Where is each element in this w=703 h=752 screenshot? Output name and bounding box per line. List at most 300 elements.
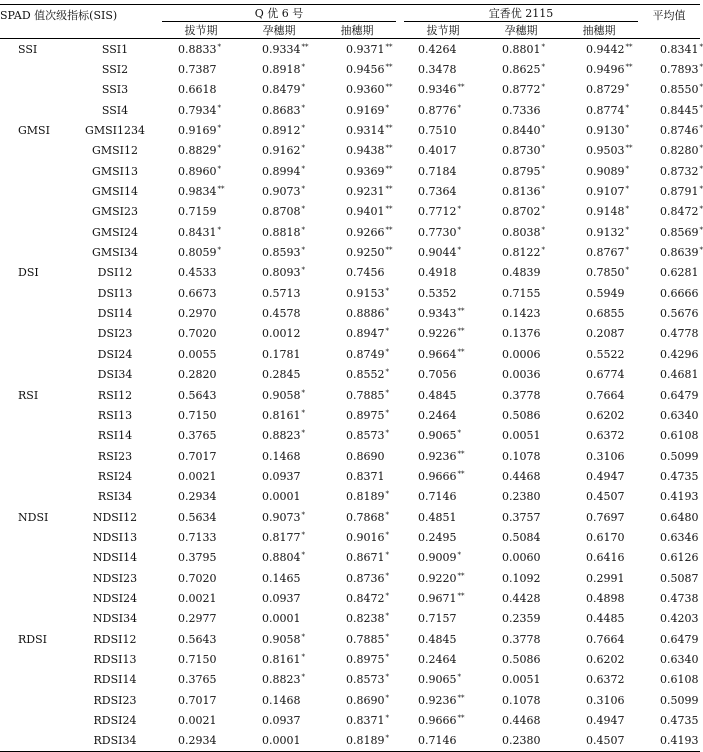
value-cell [560, 466, 638, 486]
table-row [0, 466, 700, 486]
significance-mark: ** [386, 246, 393, 254]
value-text: 0.5634 [178, 511, 217, 524]
index-cell: RDSI13 [62, 649, 162, 669]
table-row [0, 527, 700, 547]
index-cell: RSI14 [62, 426, 162, 446]
value-cell [404, 426, 482, 446]
value-text: 0.9664 [418, 348, 457, 361]
significance-mark: * [626, 246, 630, 254]
significance-mark: * [458, 673, 462, 681]
value-cell [482, 222, 560, 242]
significance-mark: * [386, 348, 390, 356]
significance-mark: * [302, 185, 306, 193]
average-cell [638, 405, 700, 425]
significance-mark: * [542, 205, 546, 213]
value-cell [482, 670, 560, 690]
value-text: 0.8690 [346, 694, 385, 707]
category-cell [0, 649, 62, 669]
table-row [0, 588, 700, 608]
significance-mark: * [386, 694, 390, 702]
significance-mark: ** [386, 226, 393, 234]
value-text: 0.4778 [660, 327, 699, 340]
value-cell [240, 588, 318, 608]
value-cell [404, 181, 482, 201]
average-cell [638, 242, 700, 262]
value-text: 0.8746 [660, 124, 699, 137]
value-cell [162, 670, 240, 690]
value-text: 0.8625 [502, 63, 541, 76]
value-cell [560, 507, 638, 527]
category-cell [0, 487, 62, 507]
significance-mark: * [302, 429, 306, 437]
header-average: 平均值 [638, 5, 700, 39]
significance-mark: * [218, 124, 222, 132]
value-text: 0.6855 [586, 307, 625, 320]
value-cell [404, 222, 482, 242]
value-cell [482, 80, 560, 100]
value-cell [404, 39, 482, 60]
stage-jointing-1: 拔节期 [162, 22, 240, 39]
average-cell [638, 222, 700, 242]
stage-booting-1: 孕穗期 [240, 22, 318, 39]
value-text: 0.4485 [586, 612, 625, 625]
value-cell [404, 59, 482, 79]
value-cell [240, 629, 318, 649]
value-cell [482, 609, 560, 629]
significance-mark: * [302, 205, 306, 213]
significance-mark: * [542, 43, 546, 51]
value-cell [318, 487, 396, 507]
value-text: 0.6108 [660, 673, 699, 686]
value-cell [482, 548, 560, 568]
value-text: 0.8823 [262, 429, 301, 442]
value-cell [560, 303, 638, 323]
value-text: 0.8445 [660, 104, 699, 117]
spad-sis-table [0, 4, 700, 752]
category-cell: DSI [0, 263, 62, 283]
value-text: 0.8994 [262, 165, 301, 178]
value-text: 0.6170 [586, 531, 625, 544]
value-text: 0.4468 [502, 470, 541, 483]
significance-mark: ** [458, 572, 465, 580]
value-text: 0.4203 [660, 612, 699, 625]
significance-mark: ** [386, 124, 393, 132]
value-text: 0.3778 [502, 633, 541, 646]
value-text: 0.6774 [586, 368, 625, 381]
value-cell [560, 487, 638, 507]
value-cell [482, 405, 560, 425]
value-cell [482, 324, 560, 344]
category-cell [0, 303, 62, 323]
significance-mark: * [386, 368, 390, 376]
value-text: 0.9107 [586, 185, 625, 198]
value-cell [560, 365, 638, 385]
value-cell [240, 263, 318, 283]
value-cell [482, 629, 560, 649]
value-cell [482, 141, 560, 161]
value-text: 0.8472 [346, 592, 385, 605]
value-text: 0.8671 [346, 551, 385, 564]
value-cell [560, 426, 638, 446]
significance-mark: * [218, 144, 222, 152]
index-cell: GMSI23 [62, 202, 162, 222]
category-cell [0, 202, 62, 222]
value-cell [482, 527, 560, 547]
category-cell [0, 527, 62, 547]
value-cell [482, 446, 560, 466]
value-cell [482, 690, 560, 710]
value-cell [240, 710, 318, 730]
value-text: 0.3106 [586, 694, 625, 707]
value-text: 0.9834 [178, 185, 217, 198]
average-cell [638, 324, 700, 344]
significance-mark: * [542, 165, 546, 173]
value-cell [404, 487, 482, 507]
value-text: 0.0036 [502, 368, 541, 381]
value-cell [162, 690, 240, 710]
value-text: 0.9132 [586, 226, 625, 239]
index-cell: RDSI14 [62, 670, 162, 690]
index-cell: DSI14 [62, 303, 162, 323]
significance-mark: ** [386, 63, 393, 71]
value-text: 0.4017 [418, 144, 457, 157]
value-cell [482, 283, 560, 303]
value-cell [482, 487, 560, 507]
value-cell [318, 202, 396, 222]
value-text: 0.0001 [262, 490, 301, 503]
average-cell [638, 629, 700, 649]
significance-mark: * [302, 531, 306, 539]
value-text: 0.0937 [262, 714, 301, 727]
average-cell [638, 161, 700, 181]
table-row [0, 405, 700, 425]
index-cell: GMSI1234 [62, 120, 162, 140]
value-text: 0.2464 [418, 653, 457, 666]
index-cell: NDSI14 [62, 548, 162, 568]
value-cell [482, 100, 560, 120]
significance-mark: ** [302, 43, 309, 51]
value-text: 0.8479 [262, 83, 301, 96]
table-row [0, 303, 700, 323]
value-cell [318, 710, 396, 730]
value-cell [482, 59, 560, 79]
value-text: 0.2934 [178, 734, 217, 747]
value-text: 0.6340 [660, 653, 699, 666]
value-cell [240, 222, 318, 242]
table-row [0, 507, 700, 527]
value-cell [162, 588, 240, 608]
index-cell: RDSI24 [62, 710, 162, 730]
value-cell [482, 649, 560, 669]
category-cell [0, 609, 62, 629]
table-row [0, 629, 700, 649]
significance-mark: ** [458, 450, 465, 458]
value-cell [240, 344, 318, 364]
value-text: 0.1468 [262, 450, 301, 463]
value-text: 0.7017 [178, 450, 217, 463]
significance-mark: * [700, 104, 703, 112]
value-cell [560, 324, 638, 344]
category-cell [0, 426, 62, 446]
value-cell [240, 466, 318, 486]
value-text: 0.6480 [660, 511, 699, 524]
value-text: 0.3795 [178, 551, 217, 564]
value-cell [240, 649, 318, 669]
value-text: 0.1078 [502, 694, 541, 707]
value-cell [162, 100, 240, 120]
value-text: 0.8804 [262, 551, 301, 564]
value-cell [162, 426, 240, 446]
significance-mark: * [542, 185, 546, 193]
value-cell [482, 731, 560, 752]
value-cell [318, 303, 396, 323]
value-text: 0.9346 [418, 83, 457, 96]
significance-mark: * [302, 389, 306, 397]
significance-mark: * [386, 572, 390, 580]
value-cell [482, 385, 560, 405]
value-text: 0.8708 [262, 205, 301, 218]
value-text: 0.7934 [178, 104, 217, 117]
value-text: 0.9169 [178, 124, 217, 137]
value-text: 0.1376 [502, 327, 541, 340]
category-cell [0, 283, 62, 303]
category-cell: RSI [0, 385, 62, 405]
value-text: 0.8189 [346, 490, 385, 503]
value-cell [162, 242, 240, 262]
value-text: 0.4947 [586, 714, 625, 727]
table-row [0, 385, 700, 405]
value-cell [560, 710, 638, 730]
value-cell [162, 609, 240, 629]
value-cell [240, 365, 318, 385]
value-text: 0.5084 [502, 531, 541, 544]
significance-mark: ** [626, 43, 633, 51]
value-text: 0.9089 [586, 165, 625, 178]
category-cell [0, 324, 62, 344]
stage-jointing-2: 拔节期 [404, 22, 482, 39]
value-text: 0.9369 [346, 165, 385, 178]
significance-mark: * [458, 104, 462, 112]
value-text: 0.4468 [502, 714, 541, 727]
value-cell [240, 324, 318, 344]
value-cell [162, 80, 240, 100]
table-row [0, 283, 700, 303]
value-cell [162, 487, 240, 507]
table-row [0, 161, 700, 181]
value-text: 0.9226 [418, 327, 457, 340]
value-cell [162, 39, 240, 60]
value-cell [240, 59, 318, 79]
value-cell [318, 283, 396, 303]
value-cell [240, 527, 318, 547]
value-text: 0.0001 [262, 612, 301, 625]
value-cell [318, 670, 396, 690]
value-text: 0.5643 [178, 389, 217, 402]
value-cell [240, 181, 318, 201]
value-cell [560, 405, 638, 425]
category-cell [0, 588, 62, 608]
value-cell [404, 690, 482, 710]
value-cell [240, 405, 318, 425]
category-cell [0, 710, 62, 730]
value-text: 0.8683 [262, 104, 301, 117]
index-cell: RSI34 [62, 487, 162, 507]
value-cell [404, 670, 482, 690]
value-text: 0.8912 [262, 124, 301, 137]
significance-mark: * [700, 124, 703, 132]
value-text: 0.8702 [502, 205, 541, 218]
value-cell [162, 385, 240, 405]
category-cell: NDSI [0, 507, 62, 527]
value-text: 0.6618 [178, 83, 217, 96]
category-cell [0, 181, 62, 201]
value-text: 0.2087 [586, 327, 625, 340]
value-text: 0.8833 [178, 43, 217, 56]
value-text: 0.6479 [660, 389, 699, 402]
value-cell [560, 80, 638, 100]
value-text: 0.7159 [178, 205, 217, 218]
index-cell: SSI4 [62, 100, 162, 120]
value-text: 0.2380 [502, 734, 541, 747]
value-text: 0.7056 [418, 368, 457, 381]
significance-mark: * [626, 266, 630, 274]
value-cell [162, 548, 240, 568]
value-cell [482, 120, 560, 140]
average-cell [638, 690, 700, 710]
value-text: 0.8038 [502, 226, 541, 239]
value-cell [482, 303, 560, 323]
table-row [0, 670, 700, 690]
index-cell: GMSI13 [62, 161, 162, 181]
value-cell [318, 100, 396, 120]
table-row [0, 324, 700, 344]
value-cell [318, 405, 396, 425]
header-group-yxy2115: 宜香优 2115 [404, 5, 638, 22]
value-cell [318, 588, 396, 608]
value-text: 0.8569 [660, 226, 699, 239]
significance-mark: * [386, 531, 390, 539]
value-cell [318, 161, 396, 181]
average-cell [638, 385, 700, 405]
value-cell [318, 731, 396, 752]
significance-mark: * [626, 104, 630, 112]
value-text: 0.8440 [502, 124, 541, 137]
value-text: 0.7664 [586, 633, 625, 646]
significance-mark: * [386, 653, 390, 661]
average-cell [638, 141, 700, 161]
value-cell [162, 283, 240, 303]
value-text: 0.7146 [418, 490, 457, 503]
value-cell [240, 39, 318, 60]
value-text: 0.6108 [660, 429, 699, 442]
significance-mark: * [626, 165, 630, 173]
value-text: 0.8791 [660, 185, 699, 198]
average-cell [638, 39, 700, 60]
value-cell [404, 466, 482, 486]
value-text: 0.2934 [178, 490, 217, 503]
category-cell [0, 731, 62, 752]
index-cell: GMSI24 [62, 222, 162, 242]
value-text: 0.4947 [586, 470, 625, 483]
value-cell [560, 39, 638, 60]
category-cell [0, 405, 62, 425]
value-cell [560, 283, 638, 303]
value-cell [240, 161, 318, 181]
value-text: 0.6479 [660, 633, 699, 646]
value-text: 0.7893 [660, 63, 699, 76]
value-text: 0.6340 [660, 409, 699, 422]
value-text: 0.4193 [660, 734, 699, 747]
value-text: 0.5099 [660, 450, 699, 463]
value-cell [560, 222, 638, 242]
value-text: 0.2991 [586, 572, 625, 585]
significance-mark: ** [458, 714, 465, 722]
significance-mark: * [386, 673, 390, 681]
value-text: 0.4193 [660, 490, 699, 503]
average-cell [638, 181, 700, 201]
value-text: 0.8818 [262, 226, 301, 239]
value-cell [162, 649, 240, 669]
index-cell: SSI3 [62, 80, 162, 100]
category-cell [0, 690, 62, 710]
value-text: 0.4681 [660, 368, 699, 381]
value-text: 0.8886 [346, 307, 385, 320]
value-text: 0.9065 [418, 429, 457, 442]
value-text: 0.8059 [178, 246, 217, 259]
average-cell [638, 303, 700, 323]
value-cell [560, 242, 638, 262]
value-text: 0.8795 [502, 165, 541, 178]
table-row [0, 242, 700, 262]
value-text: 0.8767 [586, 246, 625, 259]
significance-mark: * [386, 551, 390, 559]
average-cell [638, 466, 700, 486]
value-text: 0.9371 [346, 43, 385, 56]
value-text: 0.4264 [418, 43, 457, 56]
average-cell [638, 609, 700, 629]
index-cell: RDSI34 [62, 731, 162, 752]
value-text: 0.6346 [660, 531, 699, 544]
value-cell [240, 385, 318, 405]
average-cell [638, 588, 700, 608]
value-cell [404, 507, 482, 527]
significance-mark: * [302, 226, 306, 234]
average-cell [638, 670, 700, 690]
value-cell [404, 548, 482, 568]
value-cell [482, 39, 560, 60]
average-cell [638, 568, 700, 588]
value-text: 0.9044 [418, 246, 457, 259]
value-text: 0.9220 [418, 572, 457, 585]
table-row [0, 202, 700, 222]
value-text: 0.6126 [660, 551, 699, 564]
value-cell [560, 100, 638, 120]
value-text: 0.7868 [346, 511, 385, 524]
average-cell [638, 731, 700, 752]
significance-mark: ** [386, 165, 393, 173]
value-text: 0.7510 [418, 124, 457, 137]
value-text: 0.9266 [346, 226, 385, 239]
value-text: 0.5087 [660, 572, 699, 585]
average-cell [638, 120, 700, 140]
table-row [0, 181, 700, 201]
value-cell [482, 365, 560, 385]
value-text: 0.0937 [262, 592, 301, 605]
value-text: 0.0937 [262, 470, 301, 483]
value-text: 0.0021 [178, 470, 217, 483]
value-cell [162, 141, 240, 161]
index-cell: SSI2 [62, 59, 162, 79]
